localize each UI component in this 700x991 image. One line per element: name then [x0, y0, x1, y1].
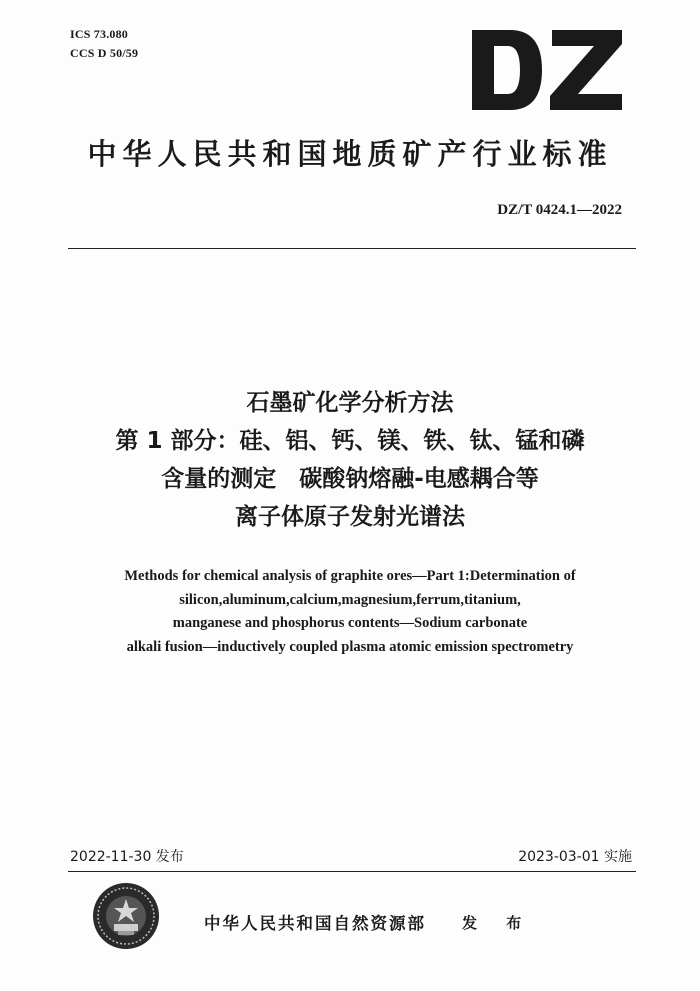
issuing-authority: 中华人民共和国自然资源部 [204, 914, 426, 933]
publish-label: 发 布 [462, 914, 534, 932]
english-title [0, 565, 700, 659]
chinese-title [0, 384, 700, 536]
chinese-title-line: 第 1 部分：硅、铝、钙、镁、铁、钛、锰和磷 [115, 428, 585, 454]
chinese-title-line: 离子体原子发射光谱法 [235, 504, 465, 530]
chinese-title-line: 含量的测定 碳酸钠熔融-电感耦合等 [161, 466, 539, 492]
english-title-line: manganese and phosphorus contents—Sodium carbonate [172, 615, 528, 631]
english-title-line: alkali fusion—inductively coupled plasma atomic emission spectrometry [126, 638, 574, 655]
ccs-code: CCS D 50/59 [70, 46, 139, 60]
header-divider [68, 248, 636, 249]
national-emblem-icon [92, 882, 160, 950]
ics-code: ICS 73.080 [70, 27, 129, 41]
footer-divider [68, 871, 636, 872]
standard-category-title: 中华人民共和国地质矿产行业标准 [87, 137, 613, 171]
standard-number: DZ/T 0424.1—2022 [497, 202, 622, 218]
chinese-title-line: 石墨矿化学分析方法 [246, 390, 454, 416]
english-title-line: silicon,aluminum,calcium,magnesium,ferrum,titanium, [179, 591, 521, 608]
implementation-date: 2023-03-01 实施 [518, 849, 632, 865]
issue-date: 2022-11-30 发布 [70, 849, 184, 865]
dz-logo [468, 28, 626, 112]
english-title-line: Methods for chemical analysis of graphite ores—Part 1:Determination of [124, 568, 576, 584]
